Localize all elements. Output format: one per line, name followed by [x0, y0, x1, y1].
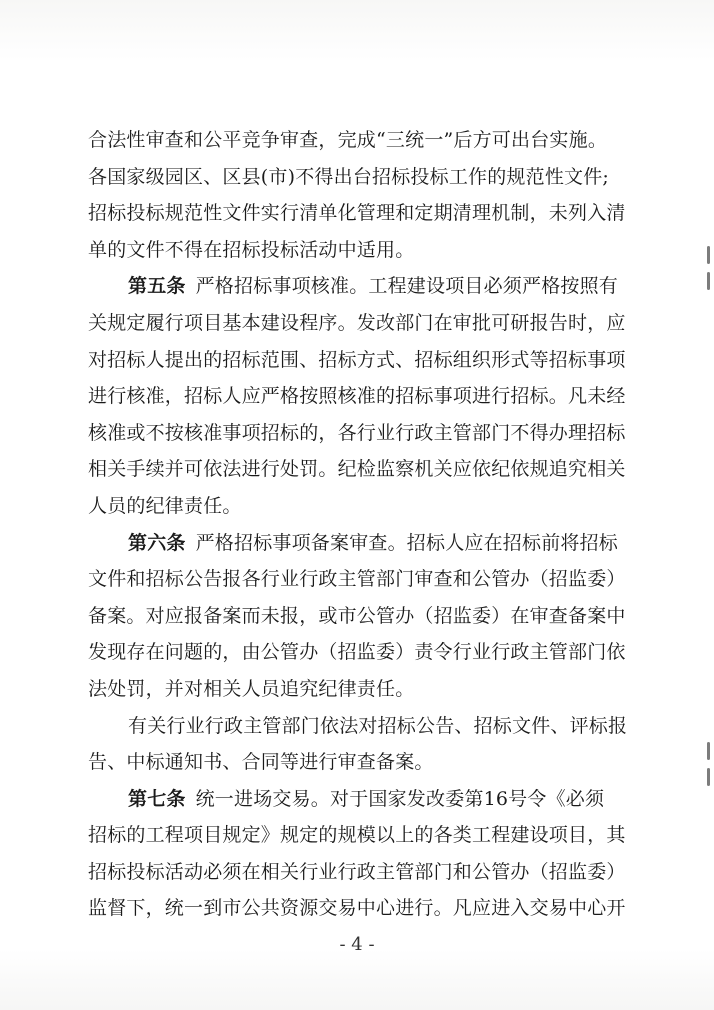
article-6-label: 第六条 [128, 531, 186, 554]
binding-mark [707, 768, 710, 786]
text-line: 人员的纪律责任。 [88, 494, 242, 517]
text-line: 文件和招标公告报各行业行政主管部门审查和公管办（招监委） [88, 568, 626, 591]
binding-mark [707, 742, 710, 760]
document-body [88, 122, 636, 927]
text-line: 核准或不按核准事项招标的，各行业行政主管部门不得办理招标 [88, 421, 626, 444]
text-line: 招标投标规范性文件实行清单化管理和定期清理机制，未列入清 [88, 202, 626, 225]
text-line: 法处罚，并对相关人员追究纪律责任。 [88, 677, 415, 700]
text-line: 相关手续并可依法进行处罚。纪检监察机关应依纪依规追究相关 [88, 458, 626, 481]
article-5-first-line: 严格招标事项核准。工程建设项目必须严格按照有 [195, 275, 619, 298]
binding-mark [707, 272, 710, 290]
text-line: 对招标人提出的招标范围、招标方式、招标组织形式等招标事项 [88, 348, 626, 371]
text-line: 招标投标活动必须在相关行业行政主管部门和公管办（招监委） [88, 860, 626, 883]
article-7-first-line: 统一进场交易。对于国家发改委第16号令《必须 [195, 787, 605, 810]
article-5-heading-line [88, 268, 636, 305]
page-number: - 4 - [339, 934, 375, 955]
text-line: 招标的工程项目规定》规定的规模以上的各类工程建设项目，其 [88, 824, 626, 847]
text-line: 备案。对应报备案而未报，或市公管办（招监委）在审查备案中 [88, 604, 626, 627]
text-line: 监督下，统一到市公共资源交易中心进行。凡应进入交易中心开 [88, 897, 626, 920]
text-line: 单的文件不得在招标投标活动中适用。 [88, 238, 415, 261]
text-line: 发现存在问题的，由公管办（招监委）责令行业行政主管部门依 [88, 641, 626, 664]
article-7-heading-line [88, 781, 636, 818]
paragraph-first-line: 有关行业行政主管部门依法对招标公告、招标文件、评标报 [128, 714, 628, 737]
article-7-label: 第七条 [128, 787, 186, 810]
text-line: 各国家级园区、区县(市)不得出台招标投标工作的规范性文件; [88, 165, 610, 188]
binding-mark [707, 246, 710, 264]
text-line: 进行核准，招标人应严格按照核准的招标事项进行招标。凡未经 [88, 385, 626, 408]
text-line: 告、中标通知书、合同等进行审查备案。 [88, 751, 434, 774]
text-line: 关规定履行项目基本建设程序。发改部门在审批可研报告时，应 [88, 311, 626, 334]
article-5-label: 第五条 [128, 275, 186, 298]
text-line: 合法性审查和公平竞争审查，完成“三统一”后方可出台实施。 [88, 129, 608, 151]
article-6-heading-line [88, 525, 636, 562]
article-6-first-line: 严格招标事项备案审查。招标人应在招标前将招标 [195, 531, 619, 554]
